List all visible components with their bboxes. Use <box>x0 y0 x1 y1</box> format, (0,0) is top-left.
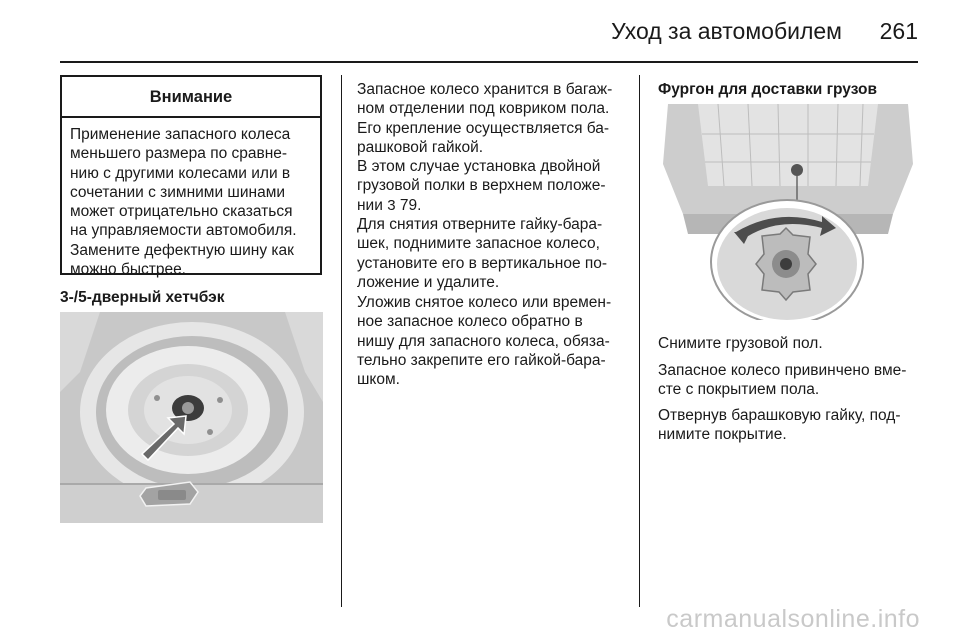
warning-title: Внимание <box>62 77 320 118</box>
watermark: carmanualsonline.info <box>666 605 920 633</box>
spare-wheel-hatchback-illustration <box>60 312 323 523</box>
warning-box <box>60 75 322 279</box>
right-paragraph-1: Снимите грузовой пол. <box>658 335 823 352</box>
middle-paragraph-2 <box>357 157 606 215</box>
column-divider-left <box>341 75 342 607</box>
middle-paragraph-1: Запасное колесо хранится в багаж- ном отделении под ковриком пола. Его крепление осуществляется ба- рашковой гайкой. <box>357 81 613 156</box>
hatchback-heading: 3-/5-дверный хетчбэк <box>60 289 225 306</box>
delivery-van-floor-illustration <box>658 104 918 320</box>
middle-paragraph-3: Для снятия отверните гайку-бара- шек, поднимите запасное колесо, установите его в вертикальное по- ложение и удалите. <box>357 216 608 291</box>
page-header-title: Уход за автомобилем <box>611 18 842 44</box>
warning-text: Применение запасного колеса меньшего размера по сравне- нию с другими колесами или в сочетании с зимними шинами может отрицательно сказаться на управляемости автомобиля. Замените дефектную шину как можно быстрее. <box>70 126 297 279</box>
right-paragraph-3: Отвернув барашковую гайку, под- нимите покрытие. <box>658 407 901 444</box>
right-paragraph-2: Запасное колесо привинчено вме- сте с покрытием пола. <box>658 362 907 399</box>
delivery-van-heading: Фургон для доставки грузов <box>658 81 878 98</box>
middle-paragraph-2-text: В этом случае установка двойной грузовой полки в верхнем положе- нии <box>357 158 606 214</box>
page-number: 261 <box>879 18 918 44</box>
middle-paragraph-2-page: 79. <box>395 196 422 214</box>
page-reference-arrow-icon[interactable]: 3 <box>387 196 396 214</box>
middle-paragraph-4: Уложив снятое колесо или времен- ное запасное колесо обратно в нишу для запасного колеса, обяза- тельно закрепите его гайкой-бара- шком. <box>357 294 612 389</box>
header-divider <box>60 61 918 63</box>
column-divider-right <box>639 75 640 607</box>
